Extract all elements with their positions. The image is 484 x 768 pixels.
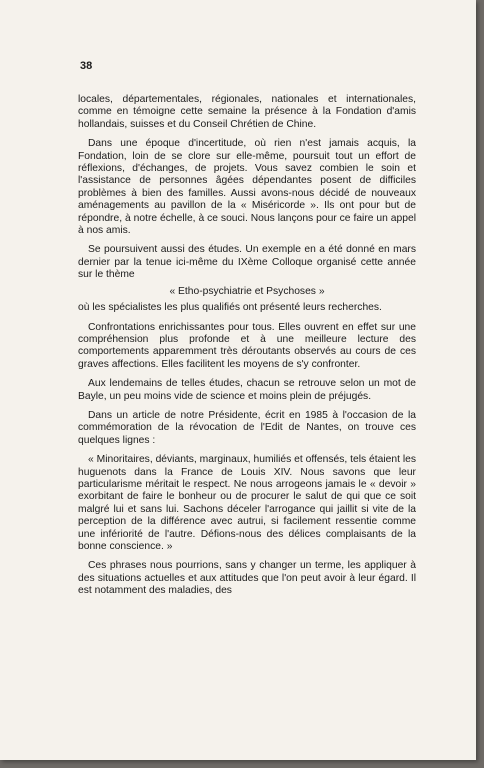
- quotation: « Minoritaires, déviants, marginaux, humiliés et offensés, tels étaient les huguenots dans la France de Louis XIV. Nous savons que leur particularisme méritait le respect. Ne nous arrogeons jamais le « devoir » exorbitant de faire le bonheur ou de procurer le salut de qui que ce soit malgré lui et sans lui. Sachons déceler l'arrogance qui jaillit si vite de la perception de la différence avec autrui, si facilement ressentie comme une infériorité de l'autre. Défions-nous des délices complaisants de la bonne conscience. »: [78, 454, 416, 552]
- paragraph: Ces phrases nous pourrions, sans y changer un terme, les appliquer à des situations actuelles et aux attitudes que l'on peut avoir à leur égard. Il est notamment des maladies, des: [78, 560, 416, 597]
- paragraph: Dans un article de notre Présidente, écrit en 1985 à l'occasion de la commémoration de la révocation de l'Edit de Nantes, on trouve ces quelques lignes :: [78, 409, 416, 446]
- paragraph: Aux lendemains de telles études, chacun se retrouve selon un mot de Bayle, un peu moins vide de science et moins plein de préjugés.: [78, 378, 416, 402]
- page-number: 38: [80, 60, 93, 72]
- paragraph: où les spécialistes les plus qualifiés ont présenté leurs recherches.: [78, 302, 382, 314]
- body-text: [78, 94, 416, 605]
- paragraph: Dans une époque d'incertitude, où rien n'est jamais acquis, la Fondation, loin de se clore sur elle-même, poursuit tout un effort de réflexions, d'échanges, de projets. Vous savez combien le soin et l'assistance de personnes âgées dépendantes posent de difficiles problèmes à bien des familles. Aussi avons-nous décidé de nouveaux aménagements au pavillon de la « Miséricorde ». Ils ont pour but de répondre, à notre échelle, à ce souci. Nous lançons pour ce faire un appel à nos amis.: [78, 138, 416, 237]
- colloquium-theme: « Etho-psychiatrie et Psychoses »: [169, 285, 325, 297]
- paragraph: Se poursuivent aussi des études. Un exemple en a été donné en mars dernier par la tenue ici-même du IXème Colloque organisé cette année sur le thème: [78, 244, 416, 281]
- paragraph: locales, départementales, régionales, nationales et internationales, comme en témoigne cette semaine la présence à la Fondation d'amis hollandais, suisses et du Conseil Chrétien de Chine.: [78, 94, 416, 130]
- paragraph: Confrontations enrichissantes pour tous. Elles ouvrent en effet sur une compréhension plus profonde et à une meilleure lecture des comportements apparemment très déroutants observés au cours de ces graves affections. Elles facilitent les moyens de s'y confronter.: [78, 321, 416, 370]
